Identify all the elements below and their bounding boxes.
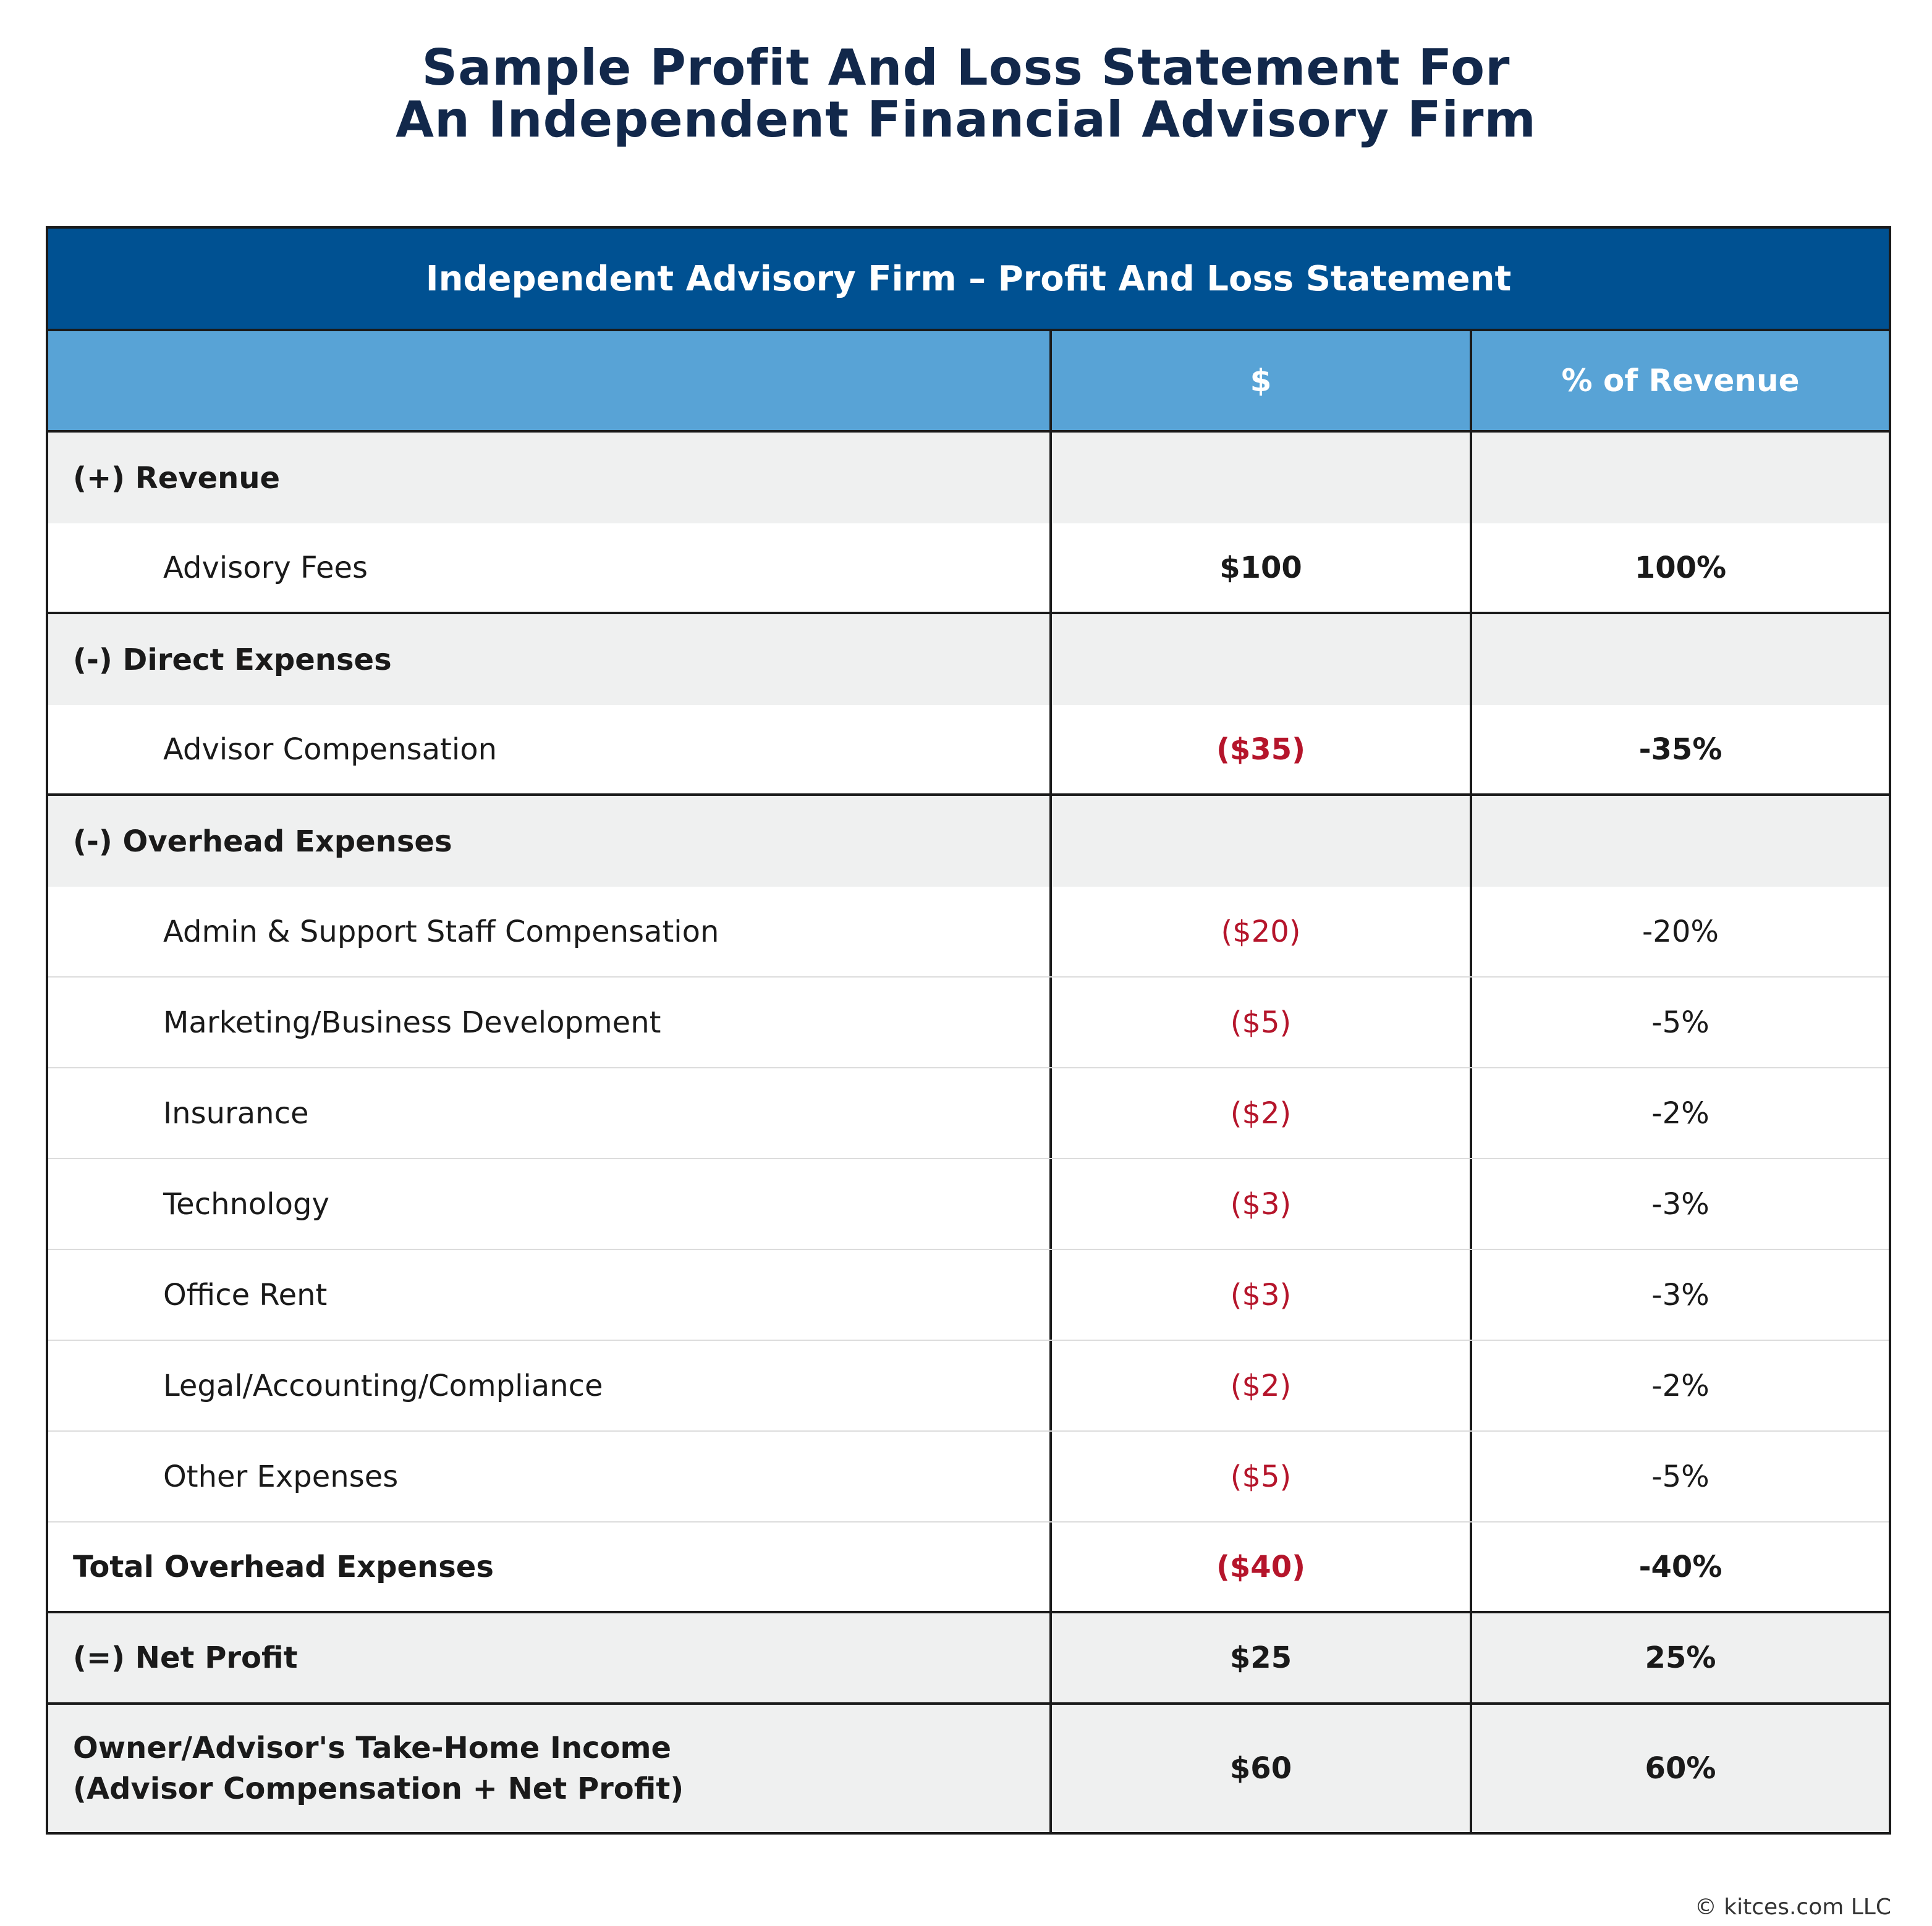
section-row-revenue — [48, 433, 1889, 523]
net-profit-row — [48, 1613, 1889, 1705]
row-percent: -40% — [1638, 1549, 1722, 1584]
row-percent: -5% — [1651, 1459, 1710, 1494]
row-amount: ($5) — [1052, 1432, 1472, 1521]
row-percent: -35% — [1638, 732, 1722, 767]
table-row — [48, 978, 1889, 1068]
take-home-income-row — [48, 1705, 1889, 1832]
row-amount: ($20) — [1052, 887, 1472, 976]
row-percent: -3% — [1651, 1186, 1710, 1222]
row-amount: ($2) — [1052, 1341, 1472, 1430]
row-label: Admin & Support Staff Compensation — [48, 887, 1052, 976]
row-amount: $25 — [1052, 1613, 1472, 1702]
table-row — [48, 1341, 1889, 1432]
profit-loss-table — [46, 226, 1891, 1835]
row-label: Advisory Fees — [48, 523, 1052, 612]
page-title — [0, 39, 1932, 148]
section-label: (-) Direct Expenses — [48, 614, 1052, 705]
column-header-row — [48, 331, 1889, 433]
section-row-direct-expenses — [48, 614, 1889, 705]
row-amount: ($3) — [1052, 1250, 1472, 1340]
row-percent: -5% — [1651, 1005, 1710, 1040]
row-label: (=) Net Profit — [48, 1613, 1052, 1702]
row-percent: -20% — [1642, 914, 1719, 949]
table-row — [48, 1250, 1889, 1341]
table-title: Independent Advisory Firm – Profit And Loss Statement — [48, 229, 1889, 331]
row-percent: 100% — [1634, 550, 1727, 585]
column-header-percent: % of Revenue — [1561, 363, 1800, 399]
table-row — [48, 1068, 1889, 1159]
row-amount: ($2) — [1052, 1068, 1472, 1158]
row-label: Office Rent — [48, 1250, 1052, 1340]
column-header-amount: $ — [1052, 331, 1472, 430]
section-row-overhead-expenses — [48, 796, 1889, 887]
row-label — [48, 1705, 1052, 1832]
row-amount: ($3) — [1052, 1159, 1472, 1249]
column-header-label — [48, 331, 1052, 430]
row-label: Advisor Compensation — [48, 705, 1052, 793]
row-label: Legal/Accounting/Compliance — [48, 1341, 1052, 1430]
row-label: Total Overhead Expenses — [48, 1523, 1052, 1611]
page-title-line-2: An Independent Financial Advisory Firm — [396, 91, 1536, 148]
table-row — [48, 705, 1889, 796]
row-percent: -2% — [1651, 1368, 1710, 1403]
copyright-footer: © kitces.com LLC — [1694, 1894, 1891, 1920]
row-amount: ($40) — [1052, 1523, 1472, 1611]
row-amount: $60 — [1052, 1705, 1472, 1832]
total-overhead-row — [48, 1523, 1889, 1613]
section-label: (+) Revenue — [48, 433, 1052, 523]
row-label: Insurance — [48, 1068, 1052, 1158]
row-label: Other Expenses — [48, 1432, 1052, 1521]
page-title-line-1: Sample Profit And Loss Statement For — [422, 39, 1510, 96]
table-row — [48, 523, 1889, 614]
table-row — [48, 887, 1889, 978]
row-amount: $100 — [1052, 523, 1472, 612]
row-label: Marketing/Business Development — [48, 978, 1052, 1067]
table-row — [48, 1432, 1889, 1523]
row-amount: ($5) — [1052, 978, 1472, 1067]
row-amount: ($35) — [1052, 705, 1472, 793]
row-percent: 25% — [1645, 1641, 1716, 1675]
row-percent: -2% — [1651, 1096, 1710, 1131]
row-percent: -3% — [1651, 1277, 1710, 1312]
table-row — [48, 1159, 1889, 1250]
row-label-line-1: Owner/Advisor's Take-Home Income — [73, 1731, 672, 1765]
row-label: Technology — [48, 1159, 1052, 1249]
section-label: (-) Overhead Expenses — [48, 796, 1052, 887]
row-label-line-2: (Advisor Compensation + Net Profit) — [73, 1772, 684, 1806]
row-percent: 60% — [1645, 1751, 1716, 1786]
